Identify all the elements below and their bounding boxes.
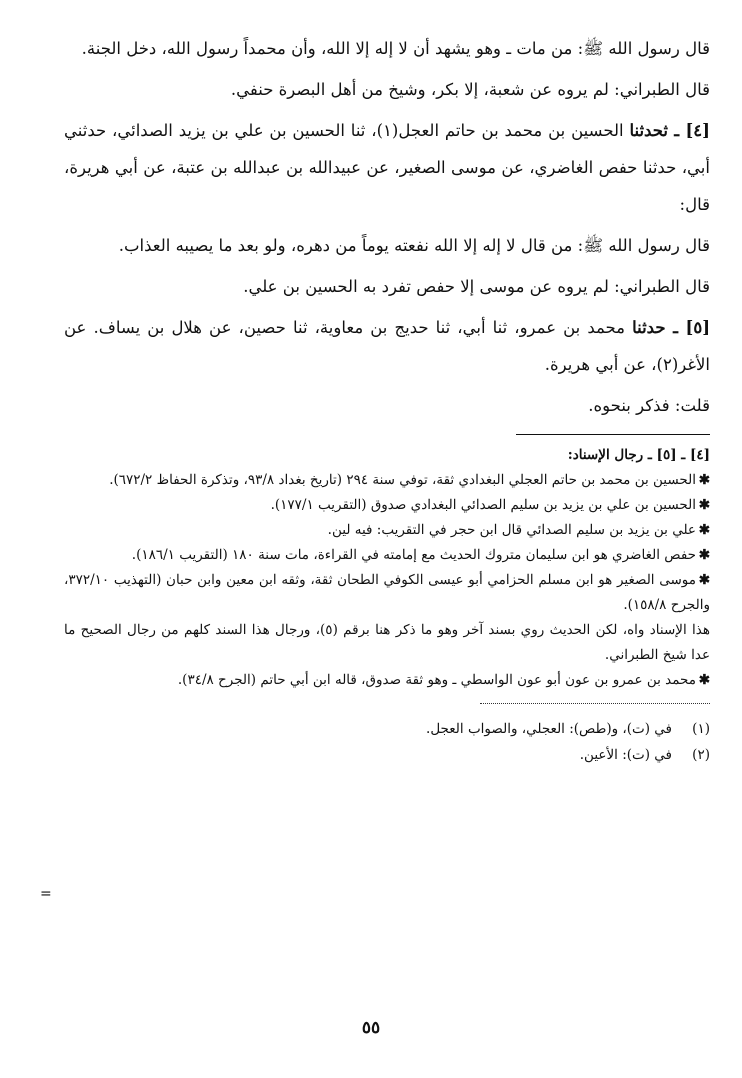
footnotes: [64, 716, 710, 768]
hadith-number: [٥] ـ حدثنا: [632, 318, 710, 337]
asterisk-icon: ✱: [698, 547, 710, 563]
note-text: موسى الصغير هو ابن مسلم الحزامي أبو عيسى الكوفي الطحان ثقة، وثقه ابن معين وابن حبان (التهذيب ٣٧٢/١٠، والجرح ١٥٨/٨).: [64, 572, 710, 613]
asterisk-icon: ✱: [698, 572, 710, 588]
paragraph: [64, 227, 710, 264]
paragraph: [64, 268, 710, 305]
footnote-text: في (ت)، و(طص): العجلي، والصواب العجل.: [426, 721, 672, 737]
hadith-number: [٤] ـ ثحدثنا: [629, 121, 710, 140]
asterisk-icon: ✱: [698, 522, 710, 538]
narrator-note: [64, 543, 710, 568]
footnote-separator: [480, 703, 710, 704]
narrator-note: [64, 518, 710, 543]
paragraph-text: قال الطبراني: لم يروه عن موسى إلا حفص تفرد به الحسين بن علي.: [243, 277, 710, 296]
footnote: [64, 716, 710, 742]
page: [64, 30, 710, 1078]
footnote-number: (١): [692, 721, 710, 737]
footnote-text: في (ت): الأعين.: [579, 747, 672, 763]
asterisk-icon: ✱: [698, 472, 710, 488]
note-text: الحسين بن محمد بن حاتم العجلي البغدادي ثقة، توفي سنة ٢٩٤ (تاريخ بغداد ٩٣/٨، وتذكرة الحفاظ ٦٧٢/٢).: [109, 472, 696, 488]
narrator-note: [64, 618, 710, 668]
narrator-note: [64, 468, 710, 493]
paragraph: [64, 387, 710, 424]
footnote: [64, 742, 710, 768]
paragraph: [64, 30, 710, 67]
paragraph-text: قال رسول الله ﷺ: من قال لا إله إلا الله نفعته يوماً من دهره، ولو بعد ما يصيبه العذاب.: [118, 236, 710, 255]
paragraph-text: قلت: فذكر بنحوه.: [588, 396, 710, 415]
paragraph-text: الحسين بن محمد بن حاتم العجل(١)، ثنا الحسين بن علي بن يزيد الصدائي، حدثني أبي، حدثنا حفص الغاضري، عن موسى الصغير، عن عبيدالله بن عبدالله بن عتبة، عن أبي هريرة، قال:: [64, 121, 710, 214]
note-text: الحسين بن علي بن يزيد بن سليم الصدائي البغدادي صدوق (التقريب ١٧٧/١).: [270, 497, 696, 513]
narrator-note: [64, 493, 710, 518]
paragraph-text: قال الطبراني: لم يروه عن شعبة، إلا بكر، وشيخ من أهل البصرة حنفي.: [230, 80, 710, 99]
asterisk-icon: ✱: [698, 672, 710, 688]
paragraph: [64, 71, 710, 108]
notes-heading: [٤] ـ [٥] ـ رجال الإسناد:: [567, 447, 710, 463]
note-text: علي بن يزيد بن سليم الصدائي قال ابن حجر في التقريب: فيه لين.: [327, 522, 696, 538]
narrator-note: [64, 668, 710, 693]
margin-mark: =: [40, 886, 52, 902]
footnote-number: (٢): [692, 747, 710, 763]
paragraph: [64, 309, 710, 383]
note-text: محمد بن عمرو بن عون أبو عون الواسطي ـ وهو ثقة صدوق، قاله ابن أبي حاتم (الجرح ٣٤/٨).: [177, 672, 696, 688]
narrator-note: [64, 568, 710, 618]
main-text: [64, 30, 710, 424]
asterisk-icon: ✱: [698, 497, 710, 513]
note-text: هذا الإسناد واه، لكن الحديث روي بسند آخر وهو ما ذكر هنا برقم (٥)، ورجال هذا السند كلهم من رجال الصحيح ما عدا شيخ الطبراني.: [64, 622, 710, 663]
paragraph-text: قال رسول الله ﷺ: من مات ـ وهو يشهد أن لا إله إلا الله، وأن محمداً رسول الله، دخل الجنة.: [81, 39, 710, 58]
paragraph: [64, 112, 710, 223]
paragraph-text: محمد بن عمرو، ثنا أبي، ثنا حديج بن معاوية، ثنا حصين، عن هلال بن يساف. عن الأغر(٢)، عن أبي هريرة.: [64, 318, 710, 374]
notes-separator: [516, 434, 710, 435]
notes: [64, 443, 710, 693]
note-text: حفص الغاضري هو ابن سليمان متروك الحديث مع إمامته في القراءة، مات سنة ١٨٠ (التقريب ١٨٦/١).: [131, 547, 696, 563]
page-number: ٥٥: [361, 1018, 381, 1038]
